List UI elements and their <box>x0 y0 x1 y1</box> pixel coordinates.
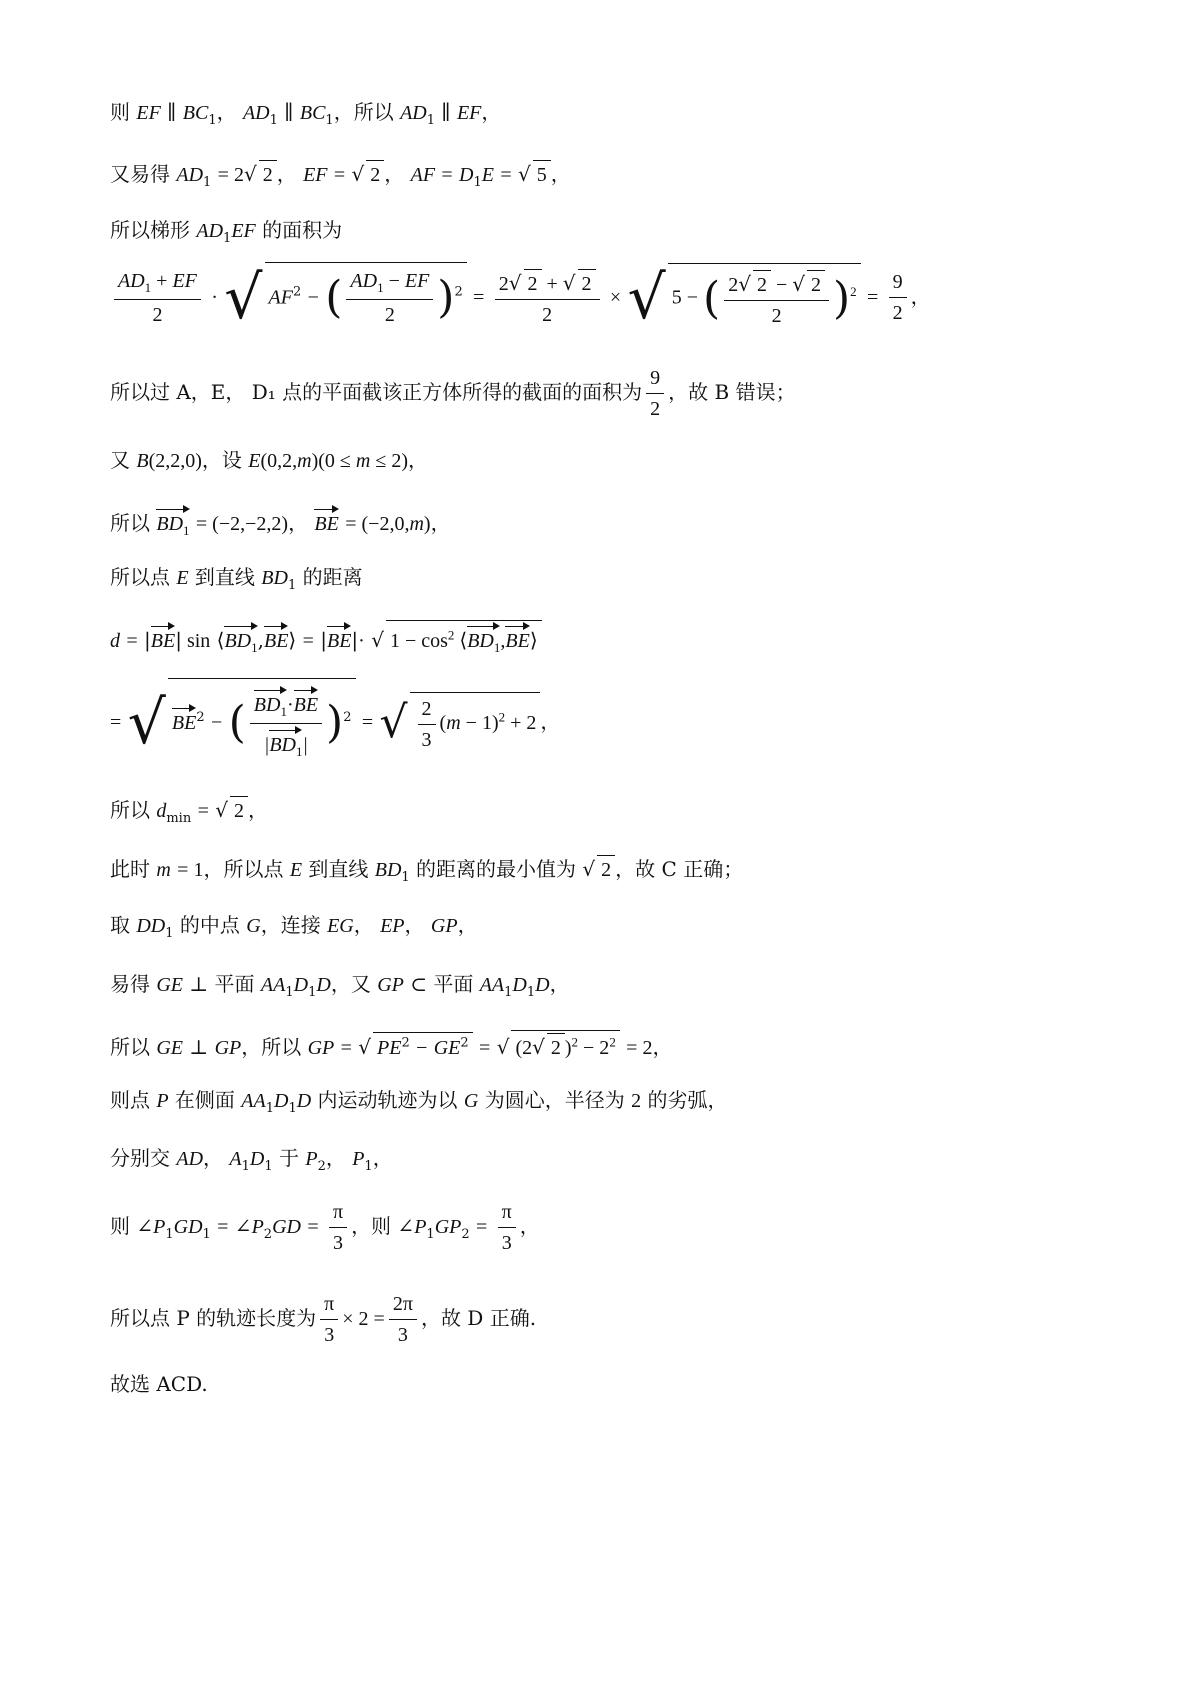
line-distance-intro: 所以点 E 到直线 $BD_1$ 的距离 <box>110 565 363 593</box>
formula-distance-1: d = |BE| $\sin ⟨BD_1,BE⟩ = |BE|\cdot$ √ $1 - \cos^2$ $⟨BD_1,BE⟩$ <box>110 620 1090 656</box>
line-answer: 故选 ACD. <box>110 1372 208 1396</box>
line-trapezoid-area-intro: 所以梯形 $AD_1EF$ 的面积为 <box>110 218 343 246</box>
line-arc-length: 所以点 P 的轨迹长度为 $\frac{\pi}{3}$ × 2 = $\frac{2\pi}{3}$ ，故 D 正确. <box>110 1293 537 1346</box>
formula-trapezoid-area: $\frac{AD_1 + EF}{2}$ · √ $AF^2$ − ( $\frac{AD_1 - EF}{2}$ )$^2$ = $\frac{2√ 2 + √ 2}{2}$ × √5 − ( $\frac{2√ 2 - √ 2}{2}$ )$^2$ = $\frac{9}{2}$ ， <box>110 262 1090 342</box>
formula-distance-2: = √ $BE^2$ − ( $\frac{BD_1\cdot BE}{|BD_1|}$ )$^2$ = √ $\frac{2}{3}$ $(m - 1)^2 + 2$， <box>110 678 1090 768</box>
line-dmin: 所以 $d_{min}$ = √ 2 ， <box>110 798 268 826</box>
line-lengths: 又易得 $AD_1 = 2√$ 2 ， EF = √ 2 ， AF = $D_1E$ = √ 5 ， <box>110 162 571 190</box>
line-gp-length: 所以 GE ⊥ GP，所以 GP = √ $PE^2 - GE^2$ = √ (2√ 2 )$^2 - 2^2 = 2$， <box>110 1030 1090 1060</box>
line-midpoint: 取 $DD_1$ 的中点 G，连接 EG， EP， GP， <box>110 913 478 941</box>
line-section-area: 所以过 A，E， D₁ 点的平面截该正方体所得的截面的面积为 $\frac{9}{2}$ ，故 B 错误； <box>110 367 796 420</box>
line-angles: 则 $\angle P_1GD_1$ = $\angle P_2GD$ = $\frac{\pi}{3}$ ，则 $\angle P_1GP_2$ = $\frac{\pi}{3}$ ， <box>110 1201 540 1254</box>
line-intersections: 分别交 AD， $A_1D_1$ 于 $P_2$， $P_1$， <box>110 1146 393 1174</box>
line-parallel: 则 EF ∥ $BC_1$， $AD_1$ ∥ $BC_1$，所以 $AD_1$ ∥ EF， <box>110 100 502 128</box>
line-vectors: 所以 $BD_1 = (-2,-2,2)$， BE = (−2,0,m)， <box>110 506 1090 539</box>
line-perpendicular: 易得 GE ⊥ 平面 $AA_1D_1D$，又 GP ⊂ 平面 $AA_1D_1D$， <box>110 972 570 1000</box>
line-coordinates: 又 B(2,2,0)，设 E(0,2,m)(0 ≤ m ≤ 2)， <box>110 448 428 472</box>
line-locus: 则点 P 在侧面 $AA_1D_1D$ 内运动轨迹为以 G 为圆心，半径为 2 的劣弧， <box>110 1088 728 1116</box>
line-conclusion-c: 此时 m = 1，所以点 E 到直线 $BD_1$ 的距离的最小值为 √ 2 ，故 C 正确； <box>110 857 744 885</box>
